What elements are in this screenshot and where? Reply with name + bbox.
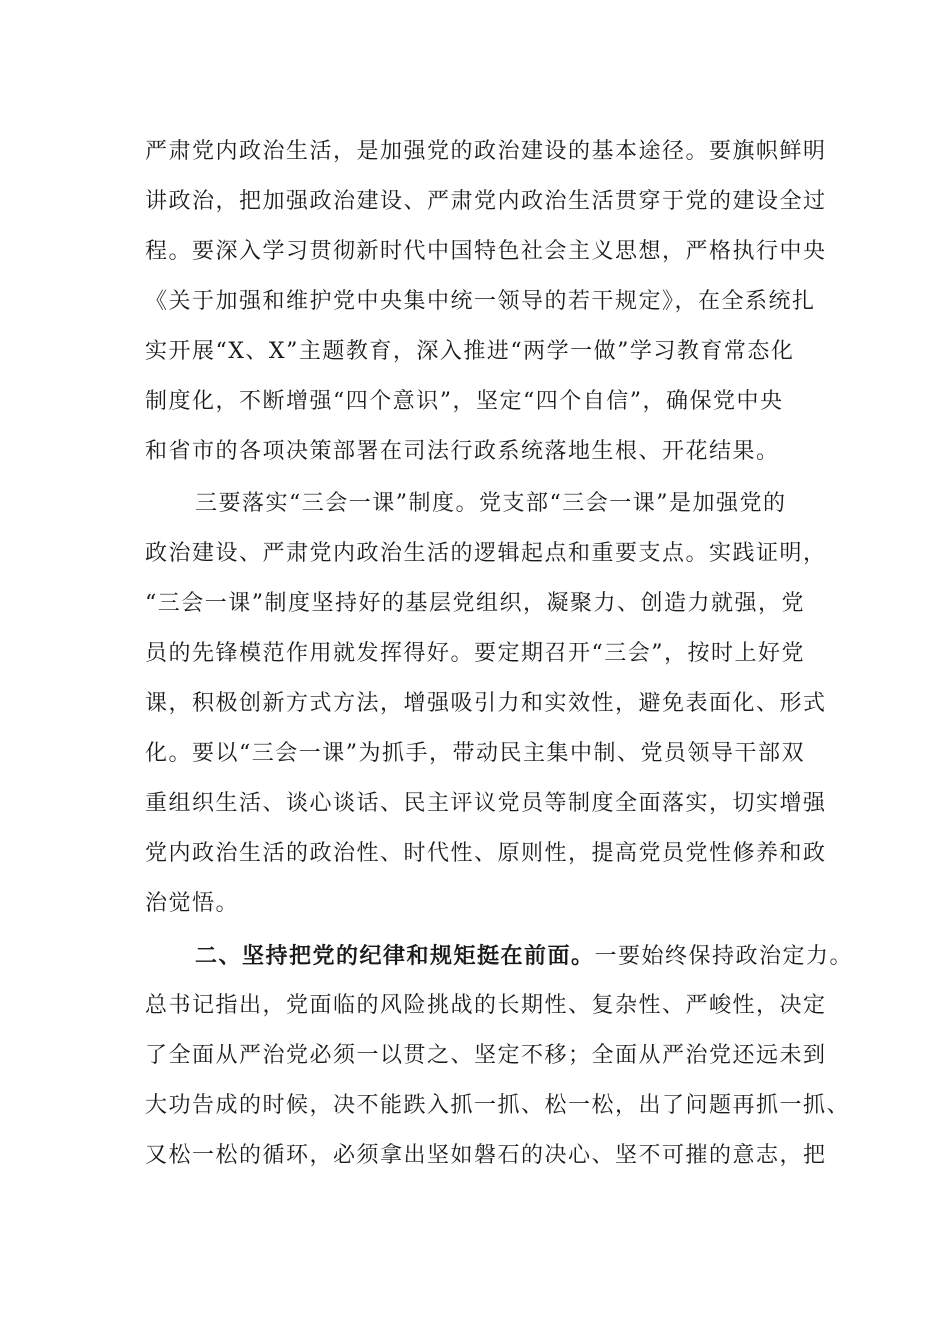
para2-line-8: 党内政治生活的政治性、时代性、原则性，提高党员党性修养和政	[145, 841, 827, 866]
para2-line-3: “三会一课”制度坚持好的基层党组织，凝聚力、创造力就强，党	[145, 591, 805, 616]
para3-line-3: 了全面从严治党必须一以贯之、坚定不移；全面从严治党还远未到	[145, 1043, 827, 1068]
para2-line-7: 重组织生活、谈心谈话、民主评议党员等制度全面落实，切实增强	[145, 791, 827, 816]
para3-line-4: 大功告成的时候，决不能跌入抓一抓、松一松，出了问题再抓一抓、	[145, 1093, 851, 1118]
para3-first-rest: 一要始终保持政治定力。	[594, 944, 854, 969]
para1-line-2: 讲政治，把加强政治建设、严肃党内政治生活贯穿于党的建设全过	[145, 189, 827, 214]
section-heading: 二、坚持把党的纪律和规矩挺在前面。	[195, 943, 595, 969]
para1-line-5: 实开展“X、X”主题教育，深入推进“两学一做”学习教育常态化	[145, 339, 795, 364]
para2-line-6: 化。要以“三会一课”为抓手，带动民主集中制、党员领导干部双	[145, 741, 805, 766]
para1-line-3: 程。要深入学习贯彻新时代中国特色社会主义思想，严格执行中央	[145, 239, 827, 264]
para2-line-2: 政治建设、严肃党内政治生活的逻辑起点和重要支点。实践证明，	[145, 541, 827, 566]
para1-line-1: 严肃党内政治生活，是加强党的政治建设的基本途径。要旗帜鲜明	[145, 139, 827, 164]
para2-line-5: 课，积极创新方式方法，增强吸引力和实效性，避免表面化、形式	[145, 691, 827, 716]
para2-line-1: 三要落实“三会一课”制度。党支部“三会一课”是加强党的	[195, 491, 787, 516]
para3-line-1	[195, 941, 854, 972]
para1-line-6: 制度化，不断增强“四个意识”，坚定“四个自信”，确保党中央	[145, 389, 784, 414]
para3-line-5: 又松一松的循环，必须拿出坚如磐石的决心、坚不可摧的意志，把	[145, 1143, 827, 1168]
para1-line-4: 《关于加强和维护党中央集中统一领导的若干规定》，在全系统扎	[145, 289, 816, 314]
para1-line-7: 和省市的各项决策部署在司法行政系统落地生根、开花结果。	[145, 439, 780, 464]
para2-line-4: 员的先锋模范作用就发挥得好。要定期召开“三会”，按时上好党	[145, 641, 805, 666]
para2-line-9: 治觉悟。	[145, 891, 240, 916]
para3-line-2: 总书记指出，党面临的风险挑战的长期性、复杂性、严峻性，决定	[145, 993, 827, 1018]
